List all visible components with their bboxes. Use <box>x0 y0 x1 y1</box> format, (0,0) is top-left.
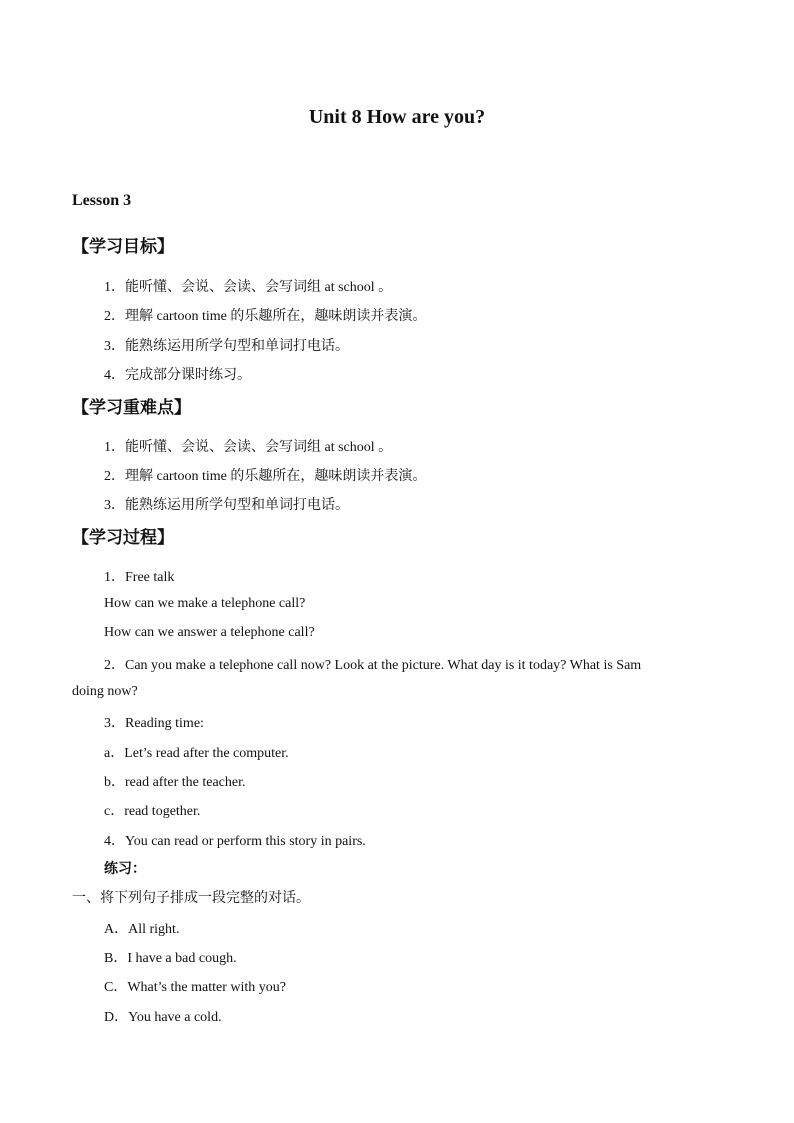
key-point-item: 2．理解 cartoon time 的乐趣所在，趣味朗读并表演。 <box>104 469 427 484</box>
objective-item: 3．能熟练运用所学句型和单词打电话。 <box>104 339 349 354</box>
exercise-option: A．All right. <box>104 922 180 937</box>
process-step-2: 2．Can you make a telephone call now? Look at the picture. What day is it today? What is Sam <box>104 658 642 673</box>
process-step-3-item: c．read together. <box>104 804 201 819</box>
exercise-question-heading: 一、将下列句子排成一段完整的对话。 <box>72 890 310 906</box>
process-step-3-item: b．read after the teacher. <box>104 775 246 790</box>
process-heading: 【学习过程】 <box>72 528 174 548</box>
objectives-heading: 【学习目标】 <box>72 237 174 257</box>
exercise-option: B．I have a bad cough. <box>104 951 237 966</box>
key-point-item: 1．能听懂、会说、会读、会写词组 at school 。 <box>104 440 393 455</box>
exercise-option: D．You have a cold. <box>104 1010 222 1025</box>
process-step-3: 3．Reading time: <box>104 716 204 731</box>
process-step-4: 4．You can read or perform this story in pairs. <box>104 834 366 849</box>
process-step-1-question: How can we make a telephone call? <box>104 596 306 611</box>
exercise-label: 练习： <box>104 861 146 877</box>
objective-item: 4．完成部分课时练习。 <box>104 368 251 383</box>
key-points-heading: 【学习重难点】 <box>72 398 191 418</box>
process-step-3-item: a．Let’s read after the computer. <box>104 746 289 761</box>
exercise-option: C．What’s the matter with you? <box>104 980 286 995</box>
process-step-1-question: How can we answer a telephone call? <box>104 625 315 640</box>
process-step-1: 1．Free talk <box>104 570 175 585</box>
lesson-label: Lesson 3 <box>72 192 132 209</box>
document-title: Unit 8 How are you? <box>308 106 486 128</box>
key-point-item: 3．能熟练运用所学句型和单词打电话。 <box>104 498 349 513</box>
objective-item: 1．能听懂、会说、会读、会写词组 at school 。 <box>104 280 393 295</box>
objective-item: 2．理解 cartoon time 的乐趣所在，趣味朗读并表演。 <box>104 309 427 324</box>
process-step-2-continued: doing now? <box>72 684 138 699</box>
